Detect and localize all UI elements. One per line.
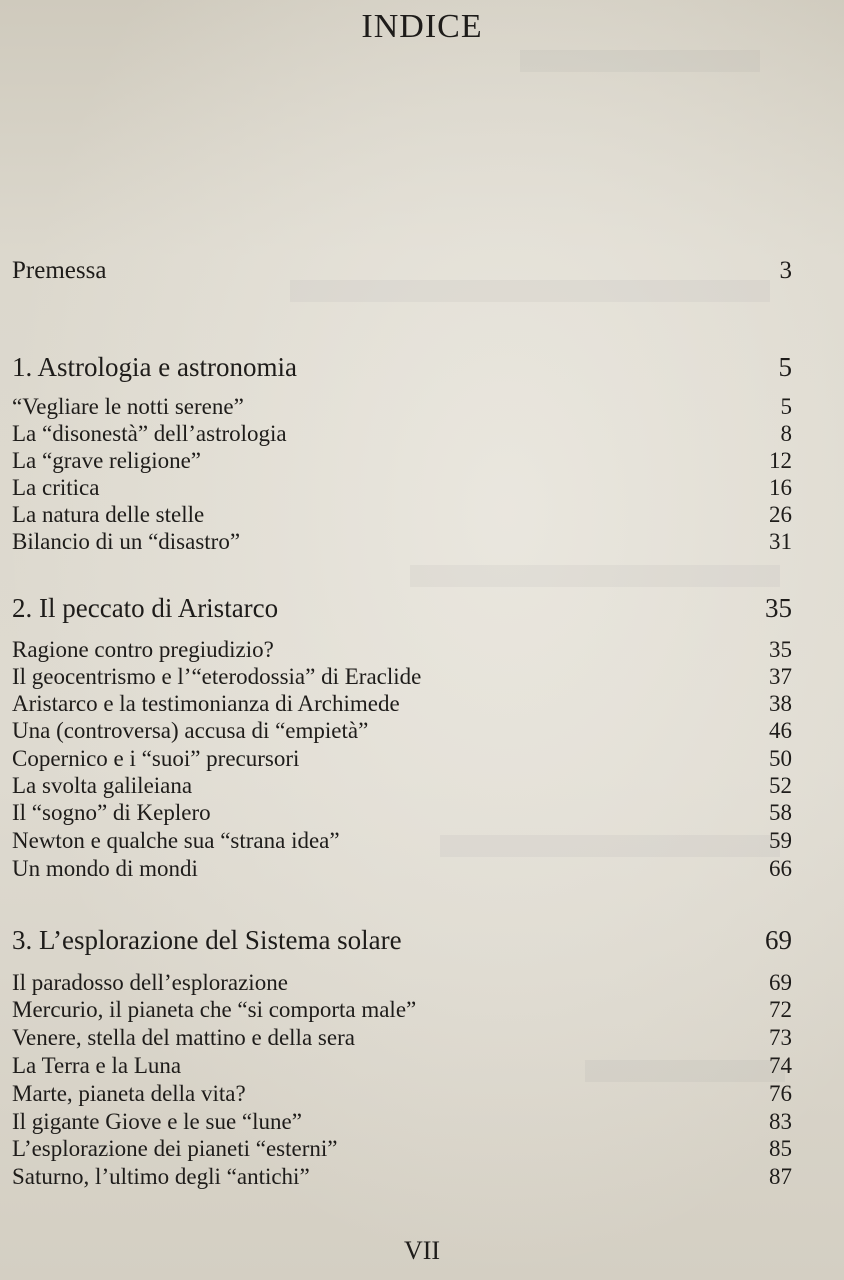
page-title: INDICE: [361, 8, 483, 45]
toc-entry: [12, 473, 792, 503]
toc-entry: [12, 689, 792, 719]
toc-entry-label: Bilancio di un “disastro”: [12, 529, 241, 554]
bleed-through-shadow: [520, 50, 760, 72]
toc-page-number: 87: [769, 1164, 792, 1189]
toc-entry-label: Una (controversa) accusa di “empietà”: [12, 718, 369, 743]
toc-entry: [12, 716, 792, 746]
toc-entry: [12, 500, 792, 530]
toc-page-number: 85: [769, 1136, 792, 1161]
toc-chapter: [12, 925, 792, 955]
toc-page-number: 5: [780, 394, 792, 419]
toc-entry-label: Venere, stella del mattino e della sera: [12, 1025, 355, 1050]
toc-page-number: 37: [769, 664, 792, 689]
toc-page-number: 31: [769, 529, 792, 554]
toc-chapter: [12, 593, 792, 623]
toc-entry-label: La “grave religione”: [12, 448, 201, 473]
toc-chapter: [12, 352, 792, 382]
toc-page-number: 46: [769, 718, 792, 743]
toc-page-number: 12: [769, 448, 792, 473]
toc-entry: [12, 1134, 792, 1164]
toc-page-number: 76: [769, 1081, 792, 1106]
chapter-title: 2. Il peccato di Aristarco: [12, 593, 279, 623]
toc-page-number: 72: [769, 997, 792, 1022]
chapter-title: 1. Astrologia e astronomia: [12, 352, 297, 382]
toc-entry-label: Un mondo di mondi: [12, 856, 198, 881]
toc-entry: [12, 744, 792, 774]
toc-entry: [12, 662, 792, 692]
toc-page-number: 69: [769, 970, 792, 995]
toc-entry-label: L’esplorazione dei pianeti “esterni”: [12, 1136, 338, 1161]
toc-entry: [12, 995, 792, 1025]
toc-entry: [12, 1162, 792, 1192]
toc-entry-label: “Vegliare le notti serene”: [12, 394, 244, 419]
toc-entry-label: La critica: [12, 475, 100, 500]
toc-entry-label: Il geocentrismo e l’“eterodossia” di Eraclide: [12, 664, 422, 689]
toc-entry: [12, 968, 792, 998]
toc-page-number: 50: [769, 746, 792, 771]
toc-entry-label: La “disonestà” dell’astrologia: [12, 421, 287, 446]
toc-entry-label: Aristarco e la testimonianza di Archimede: [12, 691, 400, 716]
toc-entry-label: Marte, pianeta della vita?: [12, 1081, 246, 1106]
toc-premessa: [12, 256, 792, 286]
toc-page-number: 8: [780, 421, 792, 446]
toc-entry: [12, 446, 792, 476]
toc-entry: [12, 854, 792, 884]
toc-entry: [12, 1107, 792, 1137]
toc-entry: [12, 771, 792, 801]
toc-entry-label: Saturno, l’ultimo degli “antichi”: [12, 1164, 310, 1189]
toc-entry-label: Ragione contro pregiudizio?: [12, 637, 274, 662]
toc-page-number: 35: [769, 637, 792, 662]
chapter-title: 3. L’esplorazione del Sistema solare: [12, 925, 402, 955]
toc-entry-label: La natura delle stelle: [12, 502, 205, 527]
toc-page-number: 66: [769, 856, 792, 881]
toc-entry: [12, 1051, 792, 1081]
toc-entry-label: Mercurio, il pianeta che “si comporta male”: [12, 997, 417, 1022]
toc-page-number: 69: [765, 925, 792, 955]
toc-page-number: 35: [765, 593, 792, 623]
toc-page-number: 52: [769, 773, 792, 798]
toc-entry: [12, 635, 792, 665]
toc-entry-label: Newton e qualche sua “strana idea”: [12, 828, 340, 853]
toc-entry: [12, 392, 792, 422]
toc-entry-label: Il gigante Giove e le sue “lune”: [12, 1109, 302, 1134]
toc-page-number: 3: [779, 257, 792, 284]
toc-page-number: 26: [769, 502, 792, 527]
toc-entry-label: Il paradosso dell’esplorazione: [12, 970, 288, 995]
toc-entry-label: Il “sogno” di Keplero: [12, 800, 211, 825]
toc-entry: [12, 1079, 792, 1109]
toc-entry: [12, 798, 792, 828]
toc-page-number: 59: [769, 828, 792, 853]
toc-entry-label: Premessa: [12, 257, 107, 284]
toc-page-number: 5: [778, 352, 792, 382]
toc-entry: [12, 826, 792, 856]
toc-entry: [12, 527, 792, 557]
toc-page-number: 74: [769, 1053, 792, 1078]
toc-entry: [12, 419, 792, 449]
toc-page-number: 73: [769, 1025, 792, 1050]
toc-page-number: 16: [769, 475, 792, 500]
toc-entry-label: Copernico e i “suoi” precursori: [12, 746, 300, 771]
toc-entry-label: La svolta galileiana: [12, 773, 193, 798]
toc-entry: [12, 1023, 792, 1053]
bleed-through-shadow: [410, 565, 780, 587]
toc-page-number: 38: [769, 691, 792, 716]
page-folio: VII: [403, 1236, 441, 1265]
toc-page-number: 83: [769, 1109, 792, 1134]
toc-entry-label: La Terra e la Luna: [12, 1053, 182, 1078]
toc-page-number: 58: [769, 800, 792, 825]
